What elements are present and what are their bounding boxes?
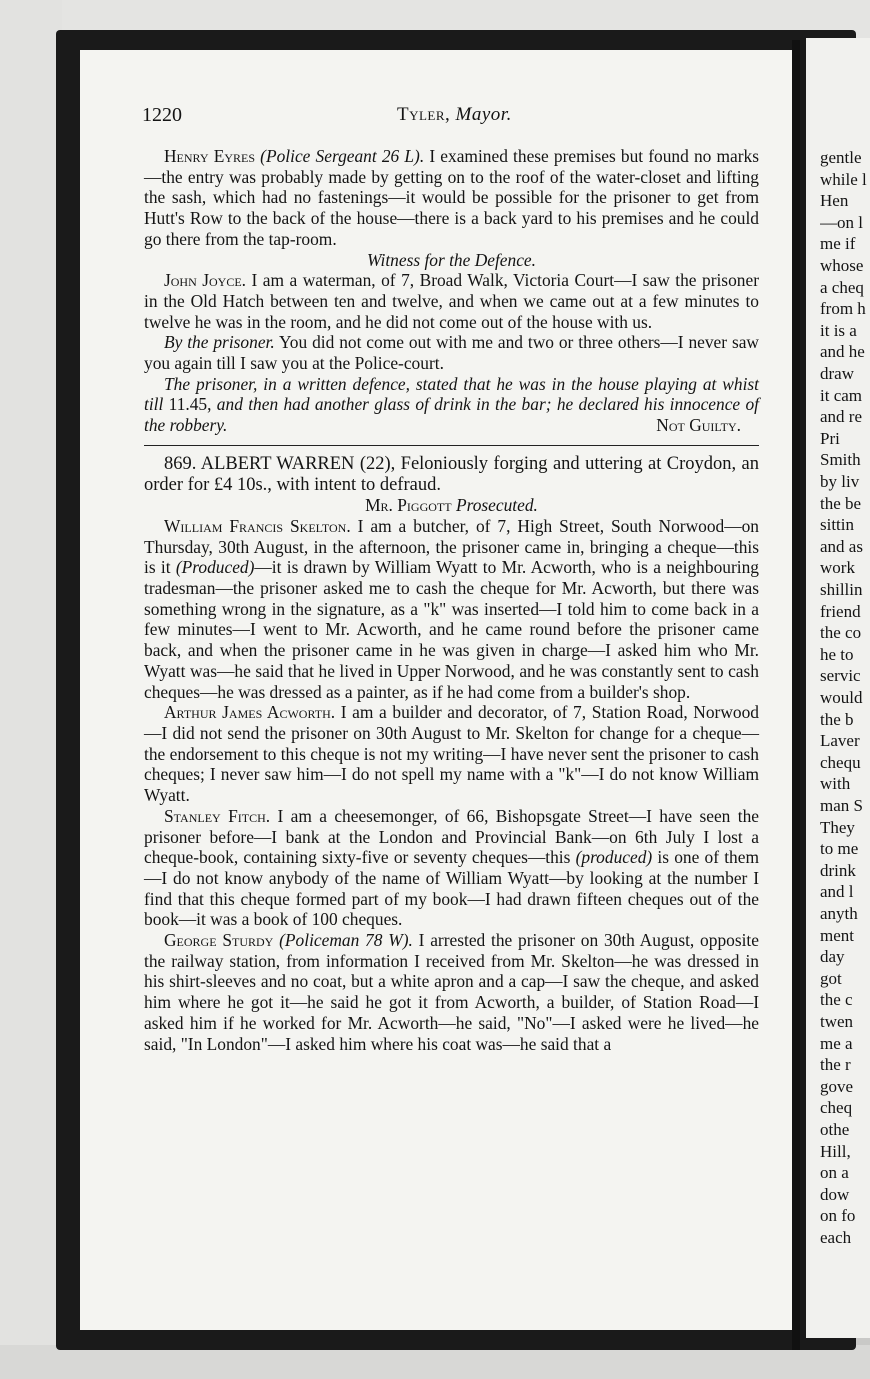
facing-page-fragment: sittin [820,515,855,535]
speaker-role: (Policeman 78 W). [279,930,413,951]
defence-statement [144,374,759,436]
facing-page-fragment: shillin [820,580,863,599]
testimony-text: You did not come out with me and two or three others—I never saw you again till I saw you at the Police-court. [144,332,759,374]
running-head-name: Tyler, [397,104,451,125]
defence-time: 11.45, [168,394,212,415]
facing-page-fragment: servic [820,666,861,686]
facing-page-fragment: it cam [820,385,863,405]
facing-page-fragment: on a [820,1163,849,1183]
testimony-text: I am a waterman, of 7, Broad Walk, Victoria Court—I saw the prisoner in the Old Hatch between ten and twelve, and when we came out at a few minutes to twelve he was in the room, and he did not come out of the house with us. [144,270,759,332]
speaker-name: William Francis Skelton. [164,515,351,536]
facing-page-fragment: it is a [820,320,857,340]
testimony-text: I examined these premises but found no marks—the entry was probably made by getting on to the roof of the water-closet and lifting the sash, which had no fastenings—it would be possible for the prisoner to get from Hutt's Row to the back of the house—there is a back yard to his premises and he could go there from the tap-room. [144,146,759,249]
facing-page-fragment: from h [820,299,866,319]
scan-background-bottom [0,1345,870,1379]
scan-background-left [0,0,62,1379]
facing-page-fragment: Pri [820,428,840,448]
running-head [397,104,512,126]
speaker-name: John Joyce. [164,270,247,291]
facing-page-fragment: to me [820,839,859,859]
facing-page-fragment: othe [820,1120,850,1139]
facing-page-fragment: with [820,774,851,794]
testimony-john-joyce [144,270,759,332]
prosecutor-role: Prosecuted. [455,495,538,516]
speaker-name: Henry Eyres [164,146,256,166]
section-divider [144,445,759,446]
speaker-name: Arthur James Acworth. [164,702,336,723]
produced-note: (Produced) [175,557,255,578]
facing-page-fragment: the r [820,1055,851,1075]
facing-page-fragment: and he [820,342,865,362]
facing-page-fragment: got [820,968,842,988]
facing-page-fragment: and l [820,882,854,902]
testimony-acworth [144,702,759,806]
cross-examination-lead: By the prisoner. [164,332,275,353]
facing-page-fragment: the co [820,623,862,643]
facing-page-fragment: Hill, [820,1141,851,1161]
facing-page-fragment: dow [820,1184,850,1204]
facing-page-fragment: a cheq [820,277,864,297]
facing-page-fragment: on fo [820,1206,856,1226]
facing-page-fragment: gentle [820,148,862,167]
facing-page-fragment: —on l [820,212,863,232]
facing-page-fragment: drink [820,860,856,880]
facing-page-fragment: Laver [820,731,860,751]
facing-page-fragment: each [820,1228,852,1247]
testimony-text: —it is drawn by William Wyatt to Mr. Acworth, who is a neighbouring tradesman—the prisoner asked me to cash the cheque for Mr. Acworth, but there was something wrong in the signature, as a "k" was inserted—I told him to come back in a few minutes—I went to Mr. Acworth, and he came round before the prisoner came back, and when the prisoner came in he was given in charge—I asked him who Mr. Wyatt was—he said that he lived in Upper Norwood, and he was constantly sent to cash cheques—he was dressed as a painter, as if he had come from a builder's shop. [144,557,759,702]
facing-page-fragment: twen [820,1012,854,1031]
facing-page-fragment: Smith [820,450,861,470]
section-heading [144,250,759,271]
page-number: 1220 [142,104,182,126]
verdict: Not Guilty. [656,415,741,436]
facing-page-fragment: and re [820,407,863,427]
facing-page-fragment: would [820,688,863,707]
testimony-fitch [144,806,759,930]
facing-page-fragment: Hen [820,191,849,211]
facing-page-fragment: gove [820,1076,854,1096]
testimony-sturdy [144,930,759,1054]
page-header [142,104,762,134]
book-gutter [792,40,800,1350]
facing-page-fragment: work [820,558,855,578]
prosecutor-name: Mr. Piggott [365,495,452,516]
facing-page-fragment: whose [820,256,864,275]
facing-page-fragment: friend [820,601,861,621]
facing-page-fragment: They [820,817,855,837]
facing-page-fragment: me if [820,234,856,254]
facing-page-fragment: day [820,947,845,967]
testimony-skelton [144,516,759,702]
testimony-text: I arrested the prisoner on 30th August, opposite the railway station, from information I received from Mr. Skelton—he was dressed in his shirt-sleeves and no coat, but a white apron and a cap—I saw the cheque, and asked him where he got it—he said he got it from Acworth, a builder, of Station Road—I asked him if he worked for Mr. Acworth—he said, "No"—I asked were he lived—he said, "In London"—I asked him where his coat was—he said that a [144,930,759,1054]
facing-page-fragment: ment [820,925,854,945]
cross-examination [144,332,759,373]
speaker-role: (Police Sergeant 26 L). [260,146,425,166]
speaker-name: George Sturdy [164,930,274,951]
testimony-henry-eyres [144,146,759,250]
facing-page-fragment: draw [820,364,854,383]
facing-page-fragment: the c [820,990,853,1010]
witness-defence-heading: Witness for the Defence. [366,249,537,270]
facing-page-fragment: cheq [820,1098,853,1118]
defence-text-b: and then had another glass of drink in the bar; he declared his innocence of the robbery. [144,394,759,436]
facing-page-fragment: while l [820,169,867,189]
facing-page-fragment: and as [820,536,863,556]
trial-heading: 869. ALBERT WARREN (22), Feloniously forging and uttering at Croydon, an order for £4 10s., with intent to defraud. [144,453,759,495]
facing-page-fragment: he to [820,644,854,664]
facing-page-fragment: anyth [820,904,858,923]
produced-note: (produced) [575,847,653,868]
facing-page-fragment: by liv [820,472,860,491]
facing-page-fragment: the be [820,493,862,513]
page-body [144,146,759,1054]
facing-page-fragment: man S [820,796,863,815]
testimony-text: I am a builder and decorator, of 7, Station Road, Norwood—I did not send the prisoner on 30th August to Mr. Skelton for change for a cheque—the endorsement to this cheque is not my writing—I have never sent the prisoner to cash cheques; I never saw him—I do not spell my name with a "k"—I do not know William Wyatt. [144,702,759,806]
testimony-text: I am a cheesemonger, of 66, Bishopsgate Street—I have seen the prisoner before—I bank at the London and Provincial Bank—on 6th July I lost a cheque-book, containing sixty-five or seventy cheques—this [144,805,759,868]
prosecutor-line [144,495,759,516]
facing-page-fragment: chequ [820,752,861,772]
running-head-title: Mayor. [455,104,512,125]
testimony-text: I am a butcher, of 7, High Street, South Norwood—on Thursday, 30th August, in the afternoon, the prisoner came in, bringing a cheque—this is it [144,515,759,578]
facing-page-fragment: the b [820,709,854,729]
defence-text-a: The prisoner, in a written defence, stated that he was in the house playing at whist till [144,373,759,415]
speaker-name: Stanley Fitch. [164,805,271,826]
testimony-text: is one of them—I do not know anybody of the name of William Wyatt—by looking at the number I find that this cheque formed part of my book—I had drawn fifteen cheques out of the book—it was a book of 100 cheques. [144,847,759,930]
facing-page-fragment: me a [820,1033,853,1053]
